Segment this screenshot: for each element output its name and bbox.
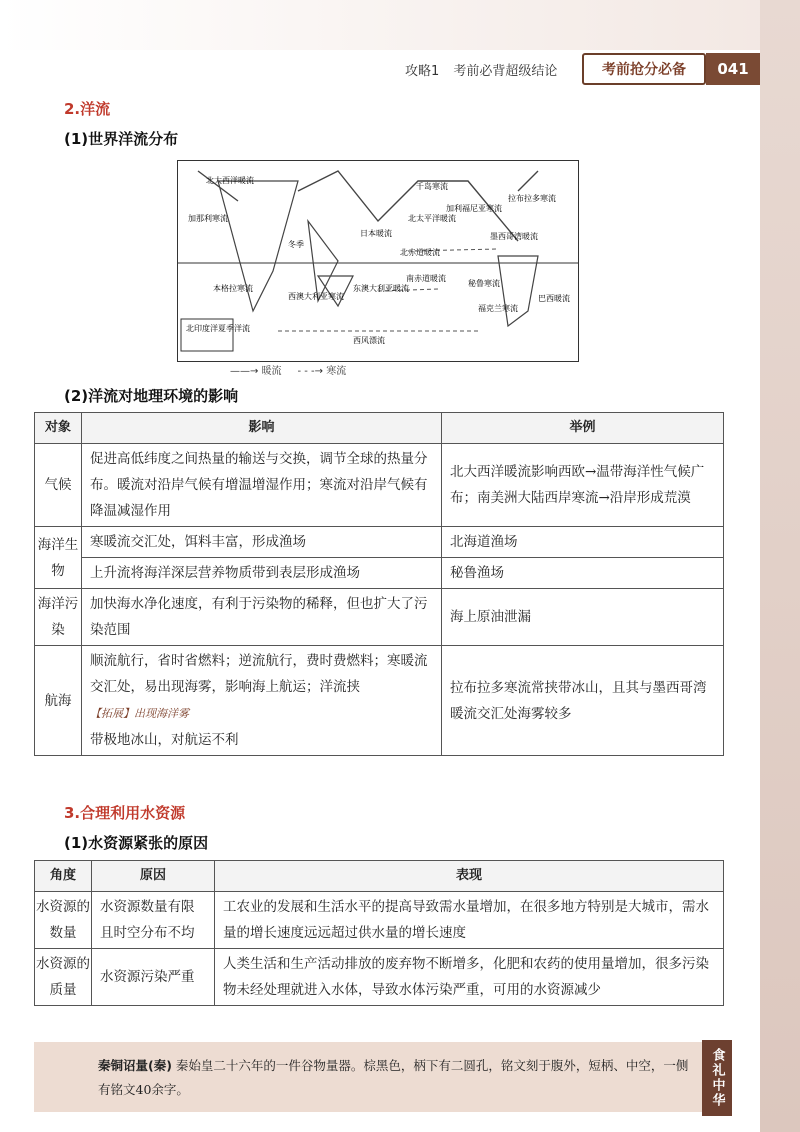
label-gulf: 墨西哥湾暖流 (490, 232, 538, 241)
label-north-atlantic: 北大西洋暖流 (206, 176, 254, 185)
label-east-aus: 东澳大利亚暖流 (353, 284, 409, 293)
section-2-num: 2. (64, 100, 81, 118)
section-2-title (64, 98, 110, 119)
right-band (760, 0, 800, 1132)
label-west-aus: 西澳大利亚寒流 (288, 292, 344, 301)
legend-cold: - - -→ 寒流 (297, 366, 347, 377)
row-obj: 海洋污染 (35, 589, 82, 646)
water-resource-table (34, 860, 724, 1006)
label-kuroshio: 日本暖流 (360, 229, 392, 238)
label-labrador: 拉布拉多寒流 (508, 194, 556, 203)
label-oyashio: 千岛寒流 (416, 182, 448, 191)
row-show: 人类生活和生产活动排放的废弃物不断增多，化肥和农药的使用量增加，很多污染物未经处理就进入水体，导致水体污染严重，可用的水资源减少 (215, 949, 724, 1006)
table2-header-show: 表现 (215, 861, 724, 892)
header-crumb (405, 60, 567, 79)
label-california: 加利福尼亚寒流 (446, 204, 502, 213)
table2-header-reason: 原因 (92, 861, 215, 892)
row-example: 拉布拉多寒流常挟带冰山，且其与墨西哥湾暖流交汇处海雾较多 (442, 646, 724, 756)
row-effect: 促进高低纬度之间热量的输送与交换，调节全球的热量分布。暖流对沿岸气候有增温增湿作用；寒流对沿岸气候有降温减湿作用 (82, 444, 442, 527)
row-angle: 水资源的数量 (35, 892, 92, 949)
row-angle: 水资源的质量 (35, 949, 92, 1006)
row-obj: 航海 (35, 646, 82, 756)
label-west-wind: 西风漂流 (353, 336, 385, 345)
row-effect (82, 646, 442, 756)
label-peru: 秘鲁寒流 (468, 279, 500, 288)
row-obj: 气候 (35, 444, 82, 527)
row-obj: 海洋生物 (35, 527, 82, 589)
table-row (35, 949, 724, 1006)
header-tag: 考前抢分必备 (582, 53, 706, 85)
row-effect: 上升流将海洋深层营养物质带到表层形成渔场 (82, 558, 442, 589)
row-effect: 加快海水净化速度，有利于污染物的稀释，但也扩大了污染范围 (82, 589, 442, 646)
table-row (35, 646, 724, 756)
table-row (35, 558, 724, 589)
table2-header (35, 861, 724, 892)
section-3-label: 合理利用水资源 (80, 804, 186, 822)
crumb-title: 考前必背超级结论 (453, 64, 558, 79)
map-svg (178, 161, 578, 361)
label-north-equatorial: 北赤道暖流 (400, 248, 440, 257)
table-row (35, 589, 724, 646)
label-brazil: 巴西暖流 (538, 294, 570, 303)
crumb-part: 攻略1 (405, 64, 440, 79)
table-row (35, 444, 724, 527)
legend-warm: ——→ 暖流 (230, 366, 282, 377)
section-2-sub1: (1)世界洋流分布 (64, 130, 179, 148)
row-example: 秘鲁渔场 (442, 558, 724, 589)
row-effect-tail: 带极地冰山，对航运不利 (90, 732, 239, 748)
footer-note (34, 1042, 702, 1112)
table-row (35, 527, 724, 558)
label-indian: 北印度洋夏季洋流 (186, 324, 250, 333)
row-effect-note: 【拓展】出现海洋雾 (90, 707, 189, 720)
section-3-sub1: (1)水资源紧张的原因 (64, 834, 209, 852)
row-example: 北海道渔场 (442, 527, 724, 558)
row-example: 海上原油泄漏 (442, 589, 724, 646)
row-reason: 水资源污染严重 (92, 949, 215, 1006)
section-2-sub2: (2)洋流对地理环境的影响 (64, 387, 239, 405)
south-america-outline (308, 221, 338, 301)
section-3-num: 3. (64, 804, 81, 822)
label-south-equatorial: 南赤道暖流 (406, 274, 446, 283)
row-effect-text: 顺流航行，省时省燃料；逆流航行，费时费燃料；寒暖流交汇处，易出现海雾，影响海上航运；洋流挟 (90, 653, 428, 695)
ocean-current-map (177, 160, 579, 362)
top-band (0, 0, 800, 50)
table1-header-obj: 对象 (35, 413, 82, 444)
table1-header-effect: 影响 (82, 413, 442, 444)
section-2-label: 洋流 (80, 100, 111, 118)
footer-text-block (98, 1054, 698, 1102)
section-3-title (64, 802, 185, 823)
label-canary: 加那利寒流 (188, 214, 228, 223)
row-example: 北大西洋暖流影响西欧→温带海洋性气候广布；南美洲大陆西岸寒流→沿岸形成荒漠 (442, 444, 724, 527)
label-monsoon: 冬季 (288, 240, 304, 249)
row-reason: 水资源数量有限且时空分布不均 (92, 892, 215, 949)
row-effect: 寒暖流交汇处，饵料丰富，形成渔场 (82, 527, 442, 558)
table1-header (35, 413, 724, 444)
legend-cold-label: 寒流 (326, 366, 347, 377)
table2-header-angle: 角度 (35, 861, 92, 892)
label-benguela: 本格拉寒流 (213, 284, 253, 293)
page-number: 041 (706, 53, 760, 85)
ocean-effects-table (34, 412, 724, 756)
table-row (35, 892, 724, 949)
australia-outline (498, 256, 538, 326)
footer-name: 秦铜诏量(秦) (98, 1058, 172, 1073)
table1-header-example: 举例 (442, 413, 724, 444)
row-show: 工农业的发展和生活水平的提高导致需水量增加，在很多地方特别是大城市，需水量的增长速度远远超过供水量的增长速度 (215, 892, 724, 949)
footer-body: 秦始皇二十六年的一件谷物量器。棕黑色，柄下有二圆孔，铭文刻于腹外，短柄、中空，一侧有铭文40余字。 (98, 1058, 689, 1097)
legend-warm-label: 暖流 (261, 366, 282, 377)
footer-tag: 食礼中华 (702, 1040, 732, 1116)
label-falkland: 福克兰寒流 (478, 304, 518, 313)
map-legend (230, 362, 346, 377)
label-north-pacific: 北太平洋暖流 (408, 214, 456, 223)
